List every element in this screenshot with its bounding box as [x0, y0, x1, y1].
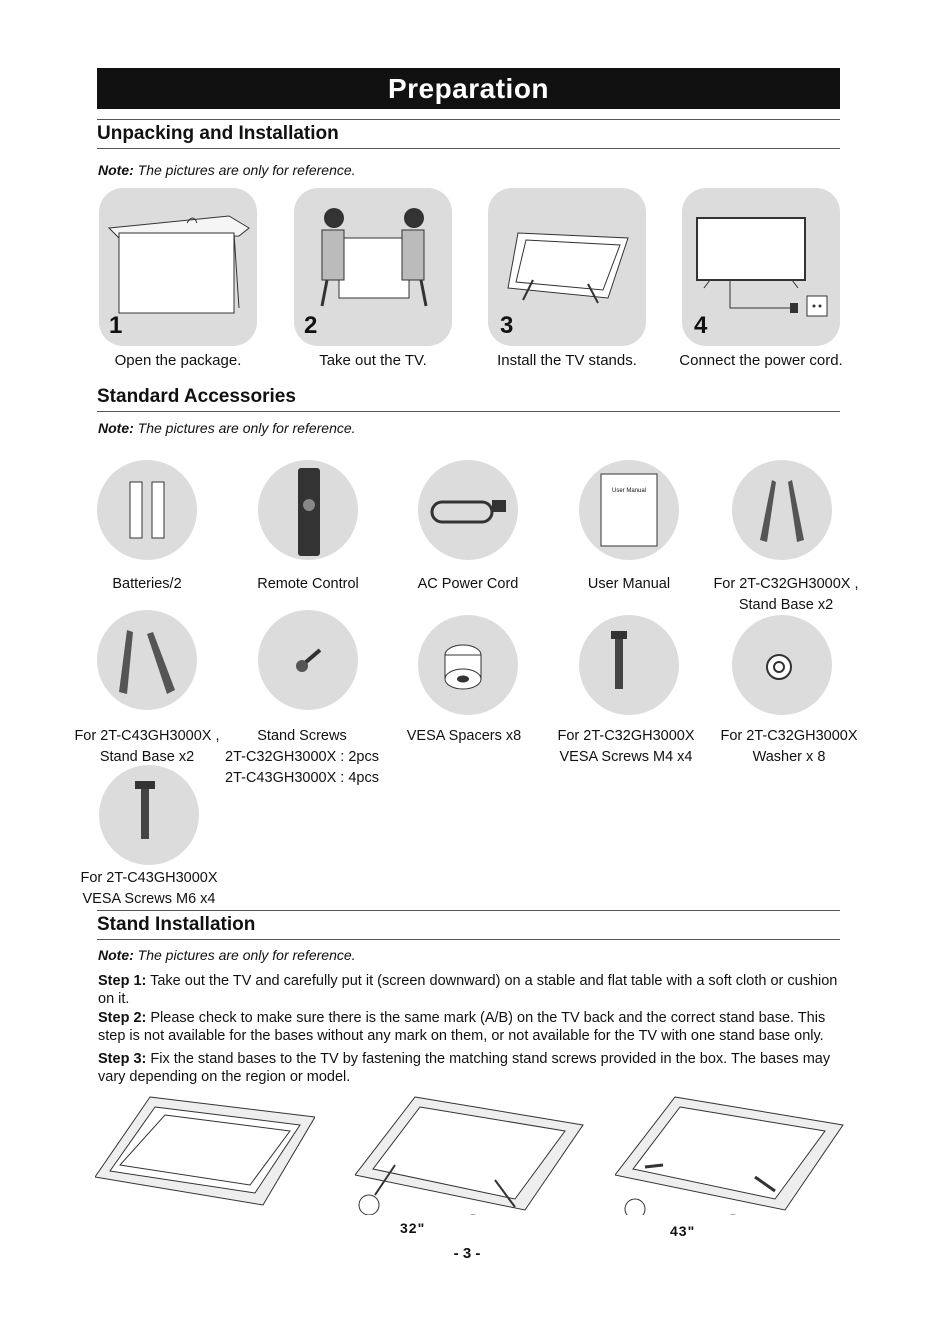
caption-line: Batteries/2 [112, 576, 182, 592]
caption-line: Stand Base x2 [738, 597, 834, 613]
accessory-caption [696, 574, 876, 616]
caption-line: Remote Control [257, 576, 359, 592]
step-caption: Connect the power cord. [679, 352, 843, 369]
stand-screw-illustration [258, 610, 358, 710]
step-card-install-stands [488, 188, 646, 346]
note-text: The pictures are only for reference. [133, 162, 356, 178]
step-card-open-package [99, 188, 257, 346]
step-number: 3 [500, 312, 514, 339]
stand-note [98, 947, 356, 963]
step-label: Step 2: [98, 1010, 147, 1026]
step-caption: Take out the TV. [319, 352, 427, 369]
manual-cover-text: User Manual [611, 488, 646, 494]
vesa-screw-m6-illustration [99, 765, 199, 865]
two-people-lifting-tv-illustration [294, 188, 452, 346]
step-label: Step 1: [98, 973, 147, 989]
step-card-connect-power [682, 188, 840, 346]
power-cord-illustration [418, 460, 518, 560]
note-text: The pictures are only for reference. [133, 420, 356, 436]
accessory-caption [218, 574, 398, 595]
accessories-heading: Standard Accessories [97, 386, 840, 412]
accessory-caption [374, 726, 554, 747]
accessory-caption [212, 726, 392, 789]
step-card-take-out-tv [294, 188, 452, 346]
batteries-illustration [97, 460, 197, 560]
accessory-caption [57, 726, 237, 768]
caption-line: VESA Screws M4 x4 [559, 749, 693, 765]
caption-line: VESA Screws M6 x4 [82, 891, 216, 907]
caption-line: Stand Base x2 [99, 749, 195, 765]
size-label-43: 43" [670, 1223, 696, 1239]
accessories-note [98, 420, 356, 436]
note-label: Note: [98, 947, 134, 963]
user-manual-illustration [579, 460, 679, 560]
step-text: Please check to make sure there is the same mark (A/B) on the TV back and the correct stand base. This step is not available for the bases without any mark on them, or not available for the TV with one stand base only. [98, 1010, 826, 1044]
step-paragraph [98, 972, 843, 1008]
note-label: Note: [98, 162, 134, 178]
size-label-32: 32" [400, 1220, 426, 1236]
step-text: Take out the TV and carefully put it (screen downward) on a stable and flat table with a soft cloth or cushion on it. [98, 973, 838, 1007]
tv-43-stand-illustration [615, 1095, 845, 1215]
step-paragraph [98, 1009, 843, 1045]
note-label: Note: [98, 420, 134, 436]
accessory-caption [57, 574, 237, 595]
step-paragraph [98, 1050, 843, 1086]
tv-on-cushion-illustration [95, 1095, 315, 1210]
step-label: Step 3: [98, 1051, 147, 1067]
caption-line: User Manual [587, 576, 671, 592]
unpacking-note [98, 162, 356, 178]
step-text: Fix the stand bases to the TV by fastening the matching stand screws provided in the box. The bases may vary depending on the region or model. [98, 1051, 831, 1085]
remote-control-illustration [258, 460, 358, 560]
caption-line: For 2T-C32GH3000X , [713, 576, 859, 592]
caption-line: For 2T-C32GH3000X [557, 728, 695, 744]
step-caption: Open the package. [114, 352, 242, 369]
vesa-spacer-illustration [418, 615, 518, 715]
stand-base-32-illustration [732, 460, 832, 560]
accessory-caption [539, 574, 719, 595]
box-illustration [99, 188, 257, 346]
tv-32-stand-illustration [355, 1095, 585, 1215]
step-caption: Install the TV stands. [497, 352, 637, 369]
accessory-caption [378, 574, 558, 595]
caption-line: 2T-C32GH3000X : 2pcs [225, 749, 379, 765]
page-number: - 3 - [453, 1245, 481, 1262]
stand-heading: Stand Installation [97, 910, 840, 940]
step-number: 4 [694, 312, 708, 339]
caption-line: Stand Screws [257, 728, 347, 744]
caption-line: For 2T-C32GH3000X [720, 728, 858, 744]
stand-base-43-illustration [97, 610, 197, 710]
step-number: 1 [109, 312, 123, 339]
caption-line: 2T-C43GH3000X : 4pcs [225, 770, 379, 786]
caption-line: For 2T-C43GH3000X [80, 870, 218, 886]
caption-line: AC Power Cord [417, 576, 519, 592]
unpacking-heading: Unpacking and Installation [97, 119, 840, 149]
step-number: 2 [304, 312, 318, 339]
vesa-screw-m4-illustration [579, 615, 679, 715]
accessory-caption [699, 726, 879, 768]
note-text: The pictures are only for reference. [133, 947, 356, 963]
caption-line: VESA Spacers x8 [406, 728, 522, 744]
caption-line: For 2T-C43GH3000X , [74, 728, 220, 744]
page-title: Preparation [97, 68, 840, 109]
accessory-caption [536, 726, 716, 768]
washer-illustration [732, 615, 832, 715]
caption-line: Washer x 8 [752, 749, 826, 765]
accessory-caption [59, 868, 239, 910]
